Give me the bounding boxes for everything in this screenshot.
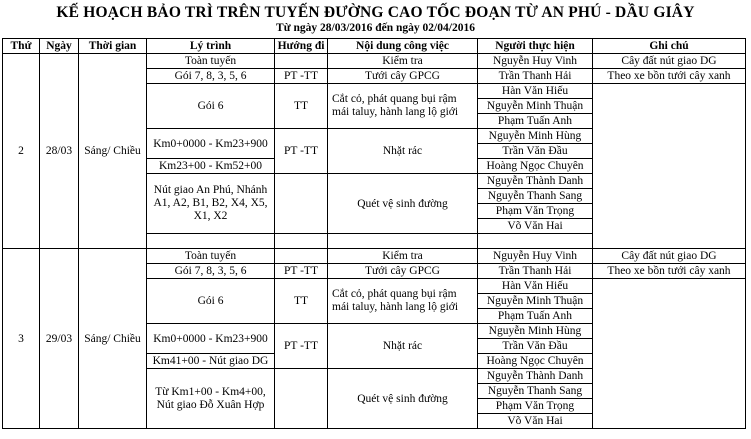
cell-huongdi: PT -TT bbox=[275, 264, 328, 279]
cell-ngay: 29/03 bbox=[40, 249, 79, 429]
cell-huongdi bbox=[275, 249, 328, 264]
cell-ghichu: Cây đất nút giao DG bbox=[593, 249, 746, 264]
cell-lytrinh: Km23+00 - Km52+00 bbox=[147, 159, 275, 174]
cell-nguoi: Hàn Văn Hiếu bbox=[478, 84, 593, 99]
cell-lytrinh: Toàn tuyến bbox=[147, 249, 275, 264]
header-thu: Thứ bbox=[3, 39, 40, 54]
cell-nguoi: Nguyễn Minh Thuận bbox=[478, 99, 593, 114]
cell-lytrinh: Gói 7, 8, 3, 5, 6 bbox=[147, 69, 275, 84]
header-huongdi: Hướng đi bbox=[275, 39, 328, 54]
cell-lytrinh: Toàn tuyến bbox=[147, 54, 275, 69]
header-row bbox=[3, 39, 746, 54]
cell-nguoi: Nguyễn Minh Hùng bbox=[478, 324, 593, 339]
cell-nguoi: Nguyễn Huy Vinh bbox=[478, 249, 593, 264]
header-nguoi: Người thực hiện bbox=[478, 39, 593, 54]
cell-nguoi: Nguyễn Thành Danh bbox=[478, 369, 593, 384]
cell-noidung: Kiểm tra bbox=[328, 54, 478, 69]
cell-nguoi: Trần Thanh Hải bbox=[478, 69, 593, 84]
cell-thu: 3 bbox=[3, 249, 40, 429]
cell-huongdi: PT -TT bbox=[275, 69, 328, 84]
cell-noidung: Quét vệ sinh đường bbox=[328, 369, 478, 429]
cell-nguoi: Hoàng Ngọc Chuyên bbox=[478, 354, 593, 369]
cell-lytrinh: Gói 7, 8, 3, 5, 6 bbox=[147, 264, 275, 279]
cell-huongdi: TT bbox=[275, 84, 328, 129]
cell-nguoi: Trần Thanh Hải bbox=[478, 264, 593, 279]
cell-thoigian: Sáng/ Chiều bbox=[79, 54, 147, 249]
cell-nguoi: Nguyễn Thành Danh bbox=[478, 174, 593, 189]
schedule-table bbox=[2, 38, 746, 429]
cell-lytrinh: Km0+0000 - Km23+900 bbox=[147, 324, 275, 354]
cell-noidung-blank bbox=[328, 234, 478, 249]
cell-ghichu: Theo xe bồn tưới cây xanh bbox=[593, 264, 746, 279]
header-noidung: Nội dung công việc bbox=[328, 39, 478, 54]
cell-nguoi: Võ Văn Hai bbox=[478, 414, 593, 429]
cell-ghichu-blank bbox=[593, 279, 746, 429]
cell-ghichu: Cây đất nút giao DG bbox=[593, 54, 746, 69]
cell-lytrinh-blank bbox=[147, 234, 275, 249]
cell-lytrinh: Từ Km1+00 - Km4+00, Nút giao Đỗ Xuân Hợp bbox=[147, 369, 275, 429]
cell-noidung: Tưới cây GPCG bbox=[328, 69, 478, 84]
cell-huongdi-blank bbox=[275, 234, 328, 249]
header-thoigian: Thời gian bbox=[79, 39, 147, 54]
cell-nguoi: Hàn Văn Hiếu bbox=[478, 279, 593, 294]
page-subtitle: Từ ngày 28/03/2016 đến ngày 02/04/2016 bbox=[276, 22, 475, 34]
cell-lytrinh: Gói 6 bbox=[147, 279, 275, 324]
cell-nguoi: Phạm Tuấn Anh bbox=[478, 114, 593, 129]
cell-nguoi: Võ Văn Hai bbox=[478, 219, 593, 234]
cell-nguoi: Phạm Tuấn Anh bbox=[478, 309, 593, 324]
header-ghichu: Ghi chú bbox=[593, 39, 746, 54]
cell-lytrinh: Gói 6 bbox=[147, 84, 275, 129]
cell-noidung: Quét vệ sinh đường bbox=[328, 174, 478, 234]
cell-noidung: Cắt cỏ, phát quang bụi rậm mái taluy, hành lang lộ giới bbox=[328, 84, 478, 129]
cell-nguoi: Nguyễn Minh Thuận bbox=[478, 294, 593, 309]
cell-huongdi: TT bbox=[275, 279, 328, 324]
table-row bbox=[3, 249, 746, 264]
cell-lytrinh: Km0+0000 - Km23+900 bbox=[147, 129, 275, 159]
cell-noidung: Nhặt rác bbox=[328, 324, 478, 369]
cell-lytrinh: Nút giao An Phú, Nhánh A1, A2, B1, B2, X4, X5, X1, X2 bbox=[147, 174, 275, 234]
table-row bbox=[3, 54, 746, 69]
cell-huongdi: PT -TT bbox=[275, 129, 328, 174]
cell-noidung: Nhặt rác bbox=[328, 129, 478, 174]
cell-thu: 2 bbox=[3, 54, 40, 249]
cell-nguoi: Phạm Văn Trọng bbox=[478, 399, 593, 414]
cell-nguoi: Hoàng Ngọc Chuyên bbox=[478, 159, 593, 174]
cell-thoigian: Sáng/ Chiều bbox=[79, 249, 147, 429]
cell-noidung: Tưới cây GPCG bbox=[328, 264, 478, 279]
header-lytrinh: Lý trình bbox=[147, 39, 275, 54]
cell-huongdi bbox=[275, 54, 328, 69]
cell-ngay: 28/03 bbox=[40, 54, 79, 249]
cell-ghichu: Theo xe bồn tưới cây xanh bbox=[593, 69, 746, 84]
cell-noidung: Kiểm tra bbox=[328, 249, 478, 264]
cell-huongdi-blank bbox=[275, 174, 328, 234]
cell-nguoi: Phạm Văn Trọng bbox=[478, 204, 593, 219]
cell-huongdi-blank bbox=[275, 369, 328, 429]
header-ngay: Ngày bbox=[40, 39, 79, 54]
cell-ghichu-blank bbox=[593, 84, 746, 249]
cell-lytrinh: Km41+00 - Nút giao DG bbox=[147, 354, 275, 369]
cell-noidung: Cắt cỏ, phát quang bụi rậm mái taluy, hành lang lộ giới bbox=[328, 279, 478, 324]
cell-nguoi: Nguyễn Thanh Sang bbox=[478, 384, 593, 399]
cell-nguoi: Trần Văn Đầu bbox=[478, 339, 593, 354]
cell-nguoi-blank bbox=[478, 234, 593, 249]
cell-nguoi: Nguyễn Huy Vinh bbox=[478, 54, 593, 69]
cell-huongdi: PT -TT bbox=[275, 324, 328, 369]
cell-nguoi: Nguyễn Thanh Sang bbox=[478, 189, 593, 204]
cell-nguoi: Trần Văn Đầu bbox=[478, 144, 593, 159]
page-title: KẾ HOẠCH BẢO TRÌ TRÊN TUYẾN ĐƯỜNG CAO TỐC ĐOẠN TỪ AN PHÚ - DẦU GIÂY bbox=[56, 4, 695, 21]
cell-nguoi: Nguyễn Minh Hùng bbox=[478, 129, 593, 144]
